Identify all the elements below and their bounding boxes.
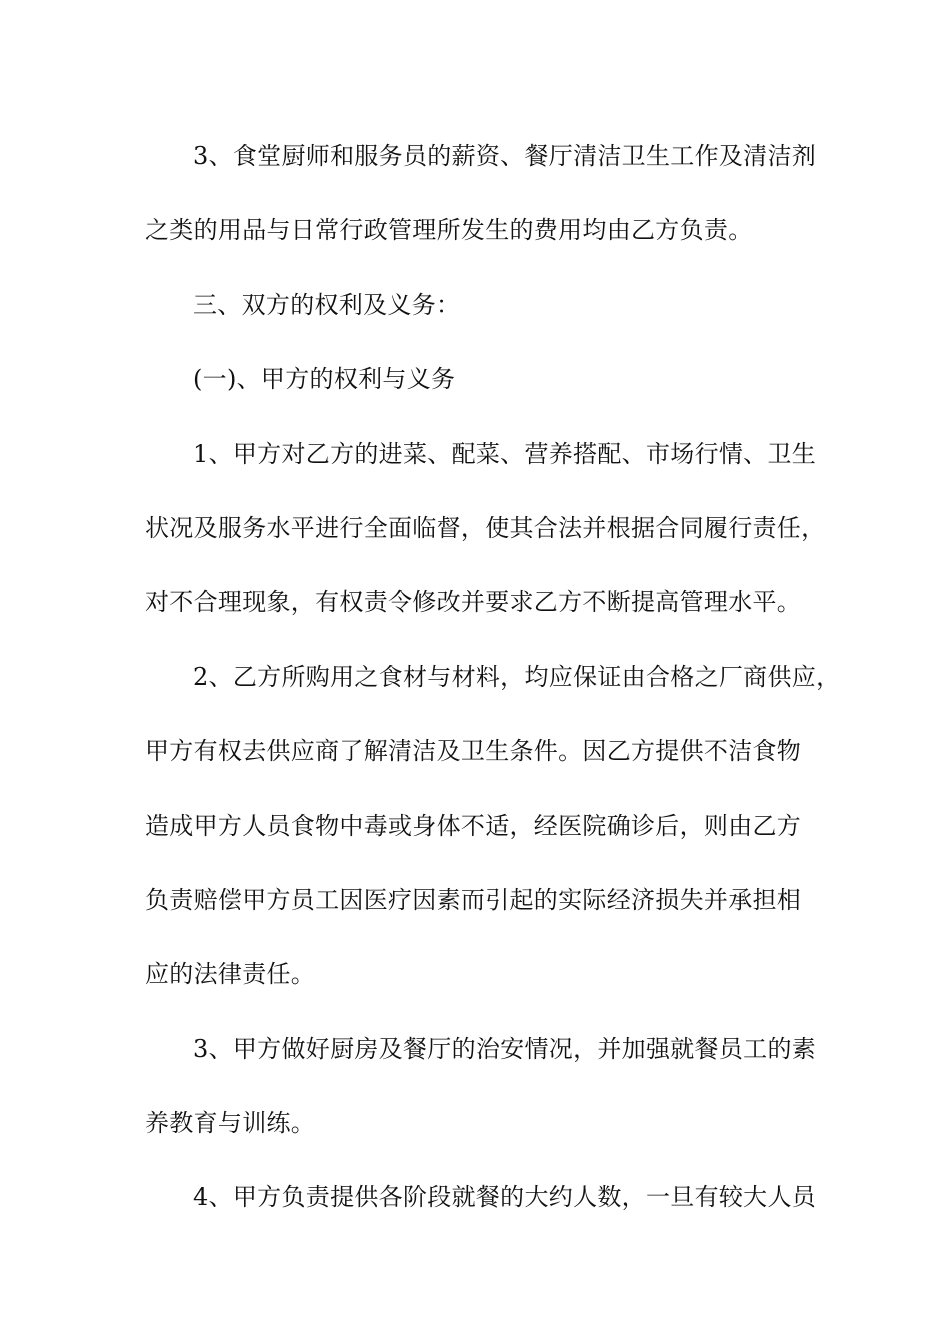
paragraph-line-5: 1、甲方对乙方的进菜、配菜、营养搭配、市场行情、卫生 — [193, 439, 817, 468]
paragraph-line-7: 对不合理现象，有权责令修改并要求乙方不断提高管理水平。 — [145, 588, 802, 617]
paragraph-line-10: 造成甲方人员食物中毒或身体不适，经医院确诊后，则由乙方 — [145, 811, 802, 840]
section-heading: 三、双方的权利及义务： — [193, 290, 461, 319]
document-body — [145, 126, 841, 1242]
paragraph-line-13: 3、甲方做好厨房及餐厅的治安情况，并加强就餐员工的素 — [193, 1034, 817, 1063]
paragraph-line-11: 负责赔偿甲方员工因医疗因素而引起的实际经济损失并承担相 — [145, 885, 802, 914]
paragraph-line-6: 状况及服务水平进行全面临督，使其合法并根据合同履行责任， — [145, 513, 826, 542]
paragraph-line-12: 应的法律责任。 — [145, 960, 316, 989]
paragraph-line-1: 3、食堂厨师和服务员的薪资、餐厅清洁卫生工作及清洁剂 — [193, 142, 817, 170]
subsection-heading: (一)、甲方的权利与义务 — [193, 365, 456, 394]
paragraph-line-14: 养教育与训练。 — [145, 1109, 316, 1138]
paragraph-line-9: 甲方有权去供应商了解清洁及卫生条件。因乙方提供不洁食物 — [145, 737, 802, 766]
paragraph-line-2: 之类的用品与日常行政管理所发生的费用均由乙方负责。 — [145, 216, 753, 245]
paragraph-line-15: 4、甲方负责提供各阶段就餐的大约人数，一旦有较大人员 — [193, 1183, 817, 1212]
paragraph-line-8: 2、乙方所购用之食材与材料，均应保证由合格之厂商供应， — [193, 662, 841, 691]
